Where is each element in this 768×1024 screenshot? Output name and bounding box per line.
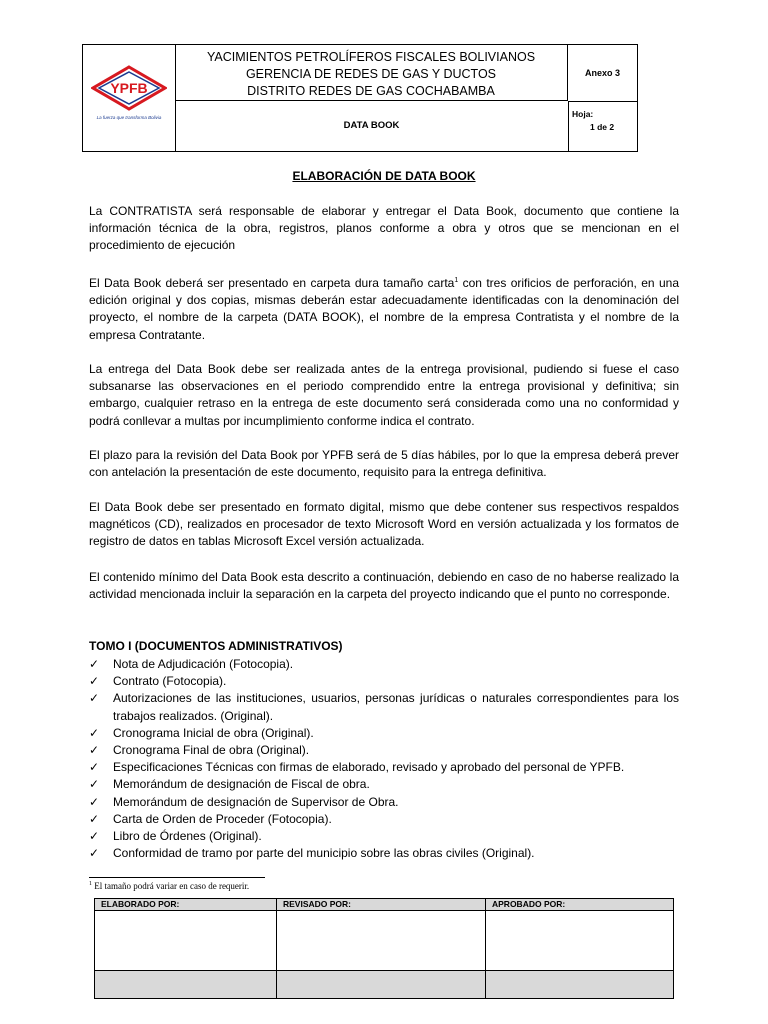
paragraph-6: El contenido mínimo del Data Book esta descrito a continuación, debiendo en caso de no haberse realizado la actividad mencionada incluir la separación en la carpeta del proyecto indicando que el punto no corresponde.: [89, 570, 679, 602]
org-block: [175, 45, 568, 101]
paragraph-2-end: con tres orificios de perforación, en una edición original y dos copias, mismas deberán estar adecuadamente identificadas con la denominación del proyecto, el nombre de la carpeta (DATA BOOK), el nombre de la empresa Contratista y el nombre de la empresa Contratante.: [89, 276, 679, 342]
signature-footer: [486, 970, 673, 998]
list-item-text: Conformidad de tramo por parte del municipio sobre las obras civiles (Original).: [113, 846, 535, 861]
paragraph-4: El plazo para la revisión del Data Book por YPFB será de 5 días hábiles, por lo que la empresa deberá prever con antelación la presentación de este documento, requisito para la entrega definitiva.: [89, 448, 679, 480]
signature-header-aprobado: APROBADO POR:: [486, 899, 673, 911]
check-icon: ✓: [89, 725, 100, 740]
paragraph-2-start: El Data Book deberá ser presentado en carpeta dura tamaño carta: [89, 276, 455, 290]
signature-col-elaborado: [95, 899, 277, 998]
paragraph-3: La entrega del Data Book debe ser realizada antes de la entrega provisional, pudiendo si fuese el caso subsanarse las observaciones en el periodo comprendido entre la entrega provisional y definitiva; sin embargo, cualquier retraso en la entrega de este documento será considerada como una no conformidad y podrá conllevar a multas por incumplimiento conforme indica el contrato.: [89, 362, 679, 428]
list-item-text: Cronograma Inicial de obra (Original).: [113, 725, 314, 740]
list-item: [89, 776, 679, 793]
list-item: [89, 656, 679, 673]
paragraph-1: La CONTRATISTA será responsable de elaborar y entregar el Data Book, documento que contiene la información técnica de la obra, registros, planos conforme a obra y otros que se mencionan en el procedimiento de ejecución: [89, 204, 679, 253]
signature-col-revisado: [277, 899, 486, 998]
check-icon: ✓: [89, 777, 100, 792]
check-icon: ✓: [89, 743, 100, 758]
list-item-text: Memorándum de designación de Fiscal de obra.: [113, 777, 370, 792]
check-icon: ✓: [89, 674, 100, 689]
org-line-2: GERENCIA DE REDES DE GAS Y DUCTOS: [245, 67, 497, 81]
check-icon: ✓: [89, 657, 100, 671]
doc-name: DATA BOOK: [175, 101, 569, 151]
logo-tagline: La fuerza que transforma Bolivia: [96, 115, 162, 120]
footnote-ref: 1: [454, 277, 459, 284]
sheet-value: 1 de 2: [590, 122, 615, 132]
list-item: [89, 828, 679, 845]
signature-table: [94, 898, 674, 999]
list-item-text: Cronograma Final de obra (Original).: [113, 743, 310, 758]
check-icon: ✓: [89, 846, 100, 861]
paragraph-5: El Data Book debe ser presentado en formato digital, mismo que debe contener sus respectivos respaldos magnéticos (CD), realizados en procesador de texto Microsoft Word en versión actualizada y los formatos de registro de datos en tablas Microsoft Excel versión actualizada.: [89, 500, 679, 549]
footnote-text: El tamaño podrá variar en caso de requerir.: [94, 881, 250, 891]
ypfb-logo-icon: [91, 65, 167, 111]
org-line-1: YACIMIENTOS PETROLÍFEROS FISCALES BOLIVIANOS: [206, 50, 536, 64]
list-item-text: Memorándum de designación de Supervisor de Obra.: [113, 794, 399, 809]
logo-cell: [83, 45, 176, 151]
list-item-text: Autorizaciones de las instituciones, usuarios, personas jurídicas o naturales correspondientes para los trabajos realizados. (Original).: [113, 691, 679, 723]
logo-text: YPFB: [110, 80, 148, 96]
list-item: [89, 759, 679, 776]
signature-footer: [95, 970, 276, 998]
annex-label: Anexo 3: [568, 45, 637, 102]
list-item: [89, 811, 679, 828]
footnote-number: 1: [89, 881, 92, 887]
page-title: ELABORACIÓN DE DATA BOOK: [292, 169, 476, 183]
check-icon: ✓: [89, 691, 100, 706]
list-item: [89, 794, 679, 811]
check-icon: ✓: [89, 811, 100, 826]
list-item: [89, 742, 679, 759]
list-item-text: Contrato (Fotocopia).: [113, 674, 227, 689]
header-table: [82, 44, 638, 152]
sheet-cell: [568, 101, 637, 151]
list-item: [89, 725, 679, 742]
signature-header-revisado: REVISADO POR:: [277, 899, 485, 911]
checklist: [89, 656, 679, 862]
list-item-text: Especificaciones Técnicas con firmas de elaborado, revisado y aprobado del personal de YPFB.: [113, 760, 625, 775]
sheet-label: Hoja:: [572, 109, 594, 119]
list-item: [89, 690, 679, 724]
list-item-text: Carta de Orden de Proceder (Fotocopia).: [113, 811, 332, 826]
signature-footer: [277, 970, 485, 998]
signature-header-elaborado: ELABORADO POR:: [95, 899, 276, 911]
signature-col-aprobado: [486, 899, 673, 998]
footnote: [89, 881, 249, 891]
org-line-3: DISTRITO REDES DE GAS COCHABAMBA: [247, 84, 495, 98]
tomo-heading: TOMO I (DOCUMENTOS ADMINISTRATIVOS): [89, 639, 343, 653]
list-item: [89, 845, 679, 862]
check-icon: ✓: [89, 760, 100, 775]
paragraph-2: [89, 272, 679, 344]
check-icon: ✓: [89, 829, 100, 844]
check-icon: ✓: [89, 794, 100, 809]
footnote-separator: [89, 877, 265, 878]
list-item-text: Nota de Adjudicación (Fotocopia).: [113, 657, 294, 671]
list-item: [89, 673, 679, 690]
list-item-text: Libro de Órdenes (Original).: [113, 829, 262, 844]
